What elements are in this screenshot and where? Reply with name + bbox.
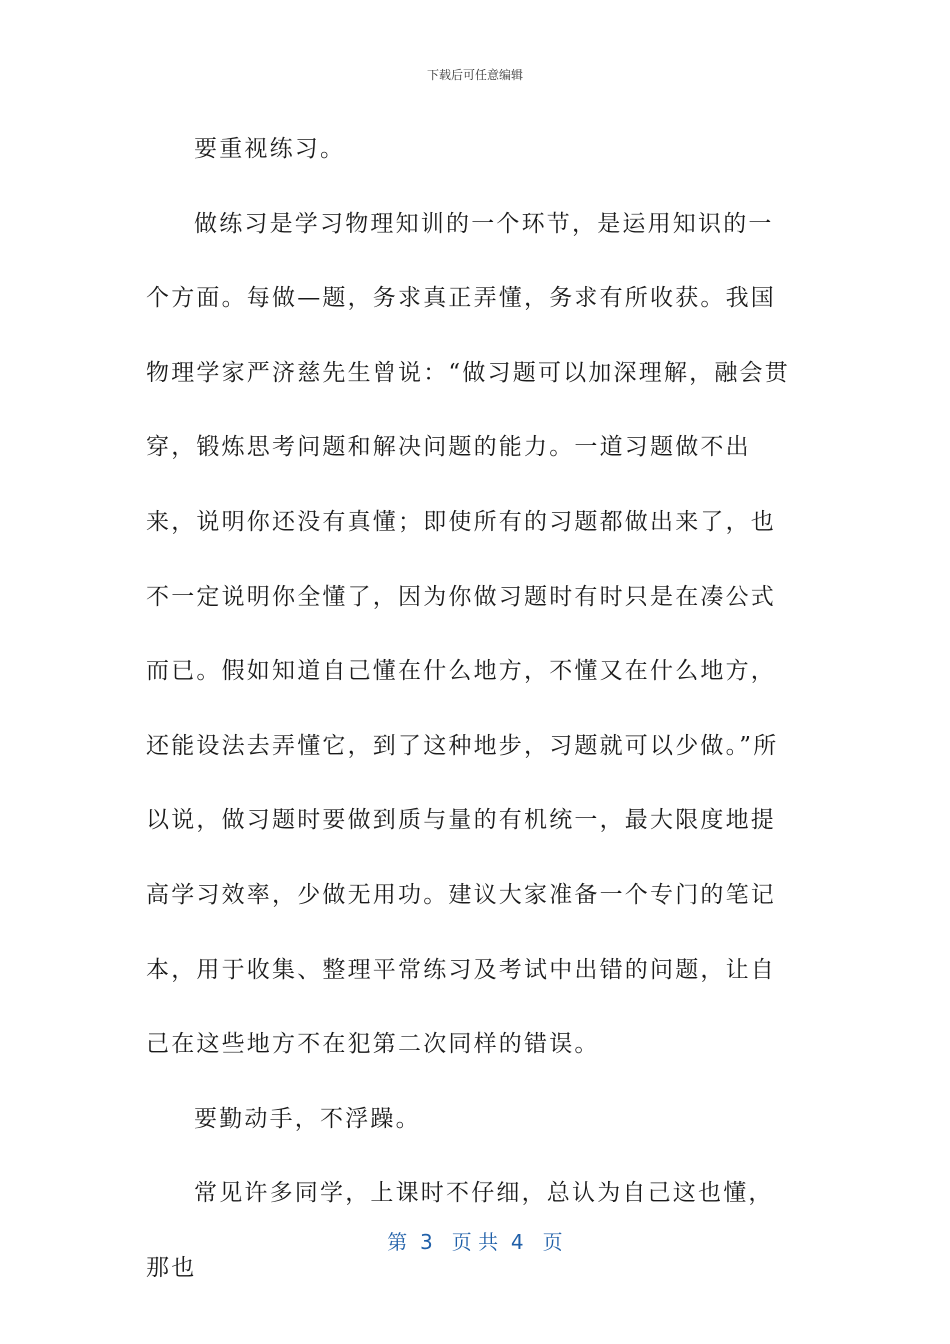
- paragraph: 要重视练习。: [194, 136, 346, 162]
- paragraph: 常见许多同学，上课时不仔细，总认为自己这也懂，那也: [146, 1180, 774, 1281]
- document-body: [146, 112, 794, 1306]
- page-header: 下载后可任意编辑: [426, 68, 523, 82]
- page-number-text: 第 3 页 共 4 页: [387, 1230, 563, 1254]
- paragraph: 要勤动手，不浮躁。: [194, 1105, 421, 1132]
- paragraph: 做练习是学习物理知训的一个环节，是运用知识的一个方面。每做—题，务求真正弄懂，务求有所收获。我国物理学家严济慈先生曾说：“做习题可以加深理解，融会贯穿，锻炼思考问题和解决问题的能力。一道习题做不出来，说明你还没有真懂；即使所有的习题都做出来了，也不一定说明你全懂了，因为你做习题时有时只是在凑公式而已。假如知道自己懂在什么地方，不懂又在什么地方，还能设法去弄懂它，到了这种地步，习题就可以少做。”所以说，做习题时要做到质与量的有机统一，最大限度地提高学习效率，少做无用功。建议大家准备一个专门的笔记本，用于收集、整理平常练习及考试中出错的问题，让自己在这些地方不在犯第二次同样的错误。: [146, 210, 790, 1058]
- page-number-footer: [0, 1226, 950, 1255]
